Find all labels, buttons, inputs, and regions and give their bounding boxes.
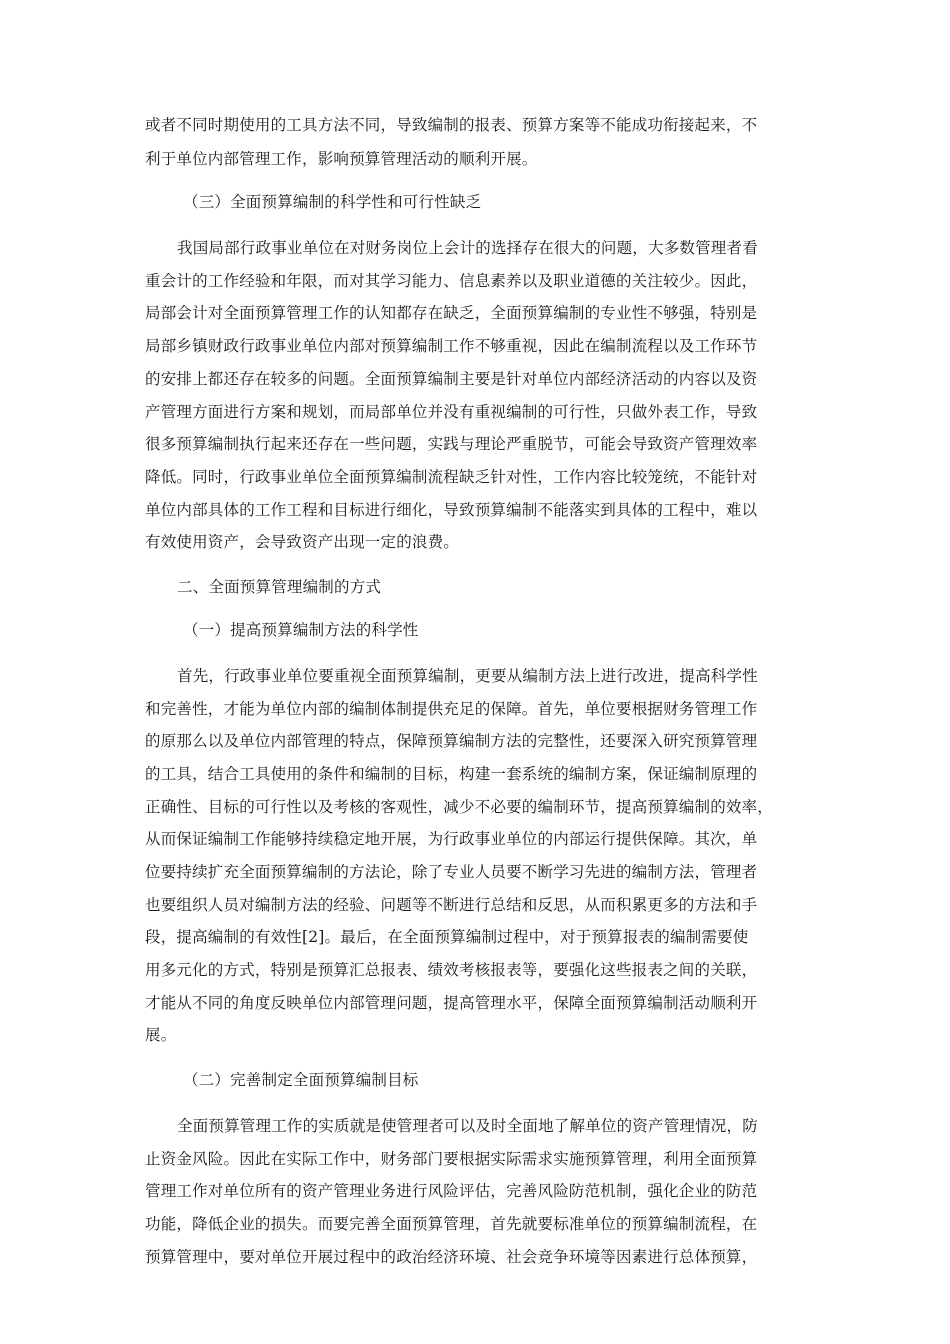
para-2-line-5: 正确性、目标的可行性以及考核的客观性，减少不必要的编制环节，提高预算编制的效率，: [145, 798, 774, 816]
subheading-2-2: （二）完善制定全面预算编制目标: [183, 1071, 419, 1089]
para-1-line-8: 降低。同时，行政事业单位全面预算编制流程缺乏针对性，工作内容比较笼统，不能针对: [145, 468, 758, 486]
para-3-line-4: 功能，降低企业的损失。而要完善全面预算管理，首先就要标准单位的预算编制流程，在: [145, 1215, 758, 1233]
para-3-line-2: 止资金风险。因此在实际工作中，财务部门要根据实际需求实施预算管理，利用全面预算: [145, 1150, 758, 1168]
para-2-line-11: 才能从不同的角度反映单位内部管理问题，提高管理水平，保障全面预算编制活动顺利开: [145, 994, 758, 1012]
para-1-line-1: 我国局部行政事业单位在对财务岗位上会计的选择存在很大的问题，大多数管理者看: [177, 239, 758, 257]
para-1-line-7: 很多预算编制执行起来还存在一些问题，实践与理论严重脱节，可能会导致资产管理效率: [145, 435, 758, 453]
para-2-line-3: 的原那么以及单位内部管理的特点，保障预算编制方法的完整性，还要深入研究预算管理: [145, 732, 758, 750]
para-2-line-8: 也要组织人员对编制方法的经验、问题等不断进行总结和反思，从而积累更多的方法和手: [145, 896, 758, 914]
para-2-line-2: 和完善性，才能为单位内部的编制体制提供充足的保障。首先，单位要根据财务管理工作: [145, 700, 758, 718]
para-1-line-5: 的安排上都还存在较多的问题。全面预算编制主要是针对单位内部经济活动的内容以及资: [145, 370, 758, 388]
para-1-line-3: 局部会计对全面预算管理工作的认知都存在缺乏，全面预算编制的专业性不够强，特别是: [145, 304, 758, 322]
subheading-3: （三）全面预算编制的科学性和可行性缺乏: [183, 193, 482, 211]
subheading-2-1: （一）提高预算编制方法的科学性: [183, 621, 419, 639]
para-1-line-6: 产管理方面进行方案和规划，而局部单位并没有重视编制的可行性，只做外表工作，导致: [145, 403, 758, 421]
para-2-line-7: 位要持续扩充全面预算编制的方法论，除了专业人员要不断学习先进的编制方法，管理者: [145, 863, 758, 881]
para-2-line-4: 的工具，结合工具使用的条件和编制的目标，构建一套系统的编制方案，保证编制原理的: [145, 765, 758, 783]
para-1-line-2: 重会计的工作经验和年限，而对其学习能力、信息素养以及职业道德的关注较少。因此，: [145, 272, 758, 290]
para-2-line-1: 首先，行政事业单位要重视全面预算编制，更要从编制方法上进行改进，提高科学性: [177, 667, 758, 685]
para-3-line-3: 管理工作对单位所有的资产管理业务进行风险评估，完善风险防范机制，强化企业的防范: [145, 1182, 758, 1200]
para-continuation-line-1: 或者不同时期使用的工具方法不同，导致编制的报表、预算方案等不能成功衔接起来，不: [145, 116, 758, 134]
section-heading-2: 二、全面预算管理编制的方式: [177, 578, 382, 596]
para-2-line-10: 用多元化的方式，特别是预算汇总报表、绩效考核报表等，要强化这些报表之间的关联，: [145, 961, 758, 979]
para-3-line-1: 全面预算管理工作的实质就是使管理者可以及时全面地了解单位的资产管理情况，防: [177, 1117, 758, 1135]
para-3-line-5: 预算管理中，要对单位开展过程中的政治经济环境、社会竞争环境等因素进行总体预算，: [145, 1248, 758, 1266]
para-2-line-12: 展。: [145, 1026, 177, 1044]
para-1-line-9: 单位内部具体的工作工程和目标进行细化，导致预算编制不能落实到具体的工程中，难以: [145, 501, 758, 519]
para-1-line-4: 局部乡镇财政行政事业单位内部对预算编制工作不够重视，因此在编制流程以及工作环节: [145, 337, 758, 355]
para-2-line-9: 段，提高编制的有效性[2]。最后，在全面预算编制过程中，对于预算报表的编制需要使: [145, 928, 749, 946]
para-2-line-6: 从而保证编制工作能够持续稳定地开展，为行政事业单位的内部运行提供保障。其次，单: [145, 830, 758, 848]
para-continuation-line-2: 利于单位内部管理工作，影响预算管理活动的顺利开展。: [145, 150, 538, 168]
para-1-line-10: 有效使用资产，会导致资产出现一定的浪费。: [145, 533, 460, 551]
